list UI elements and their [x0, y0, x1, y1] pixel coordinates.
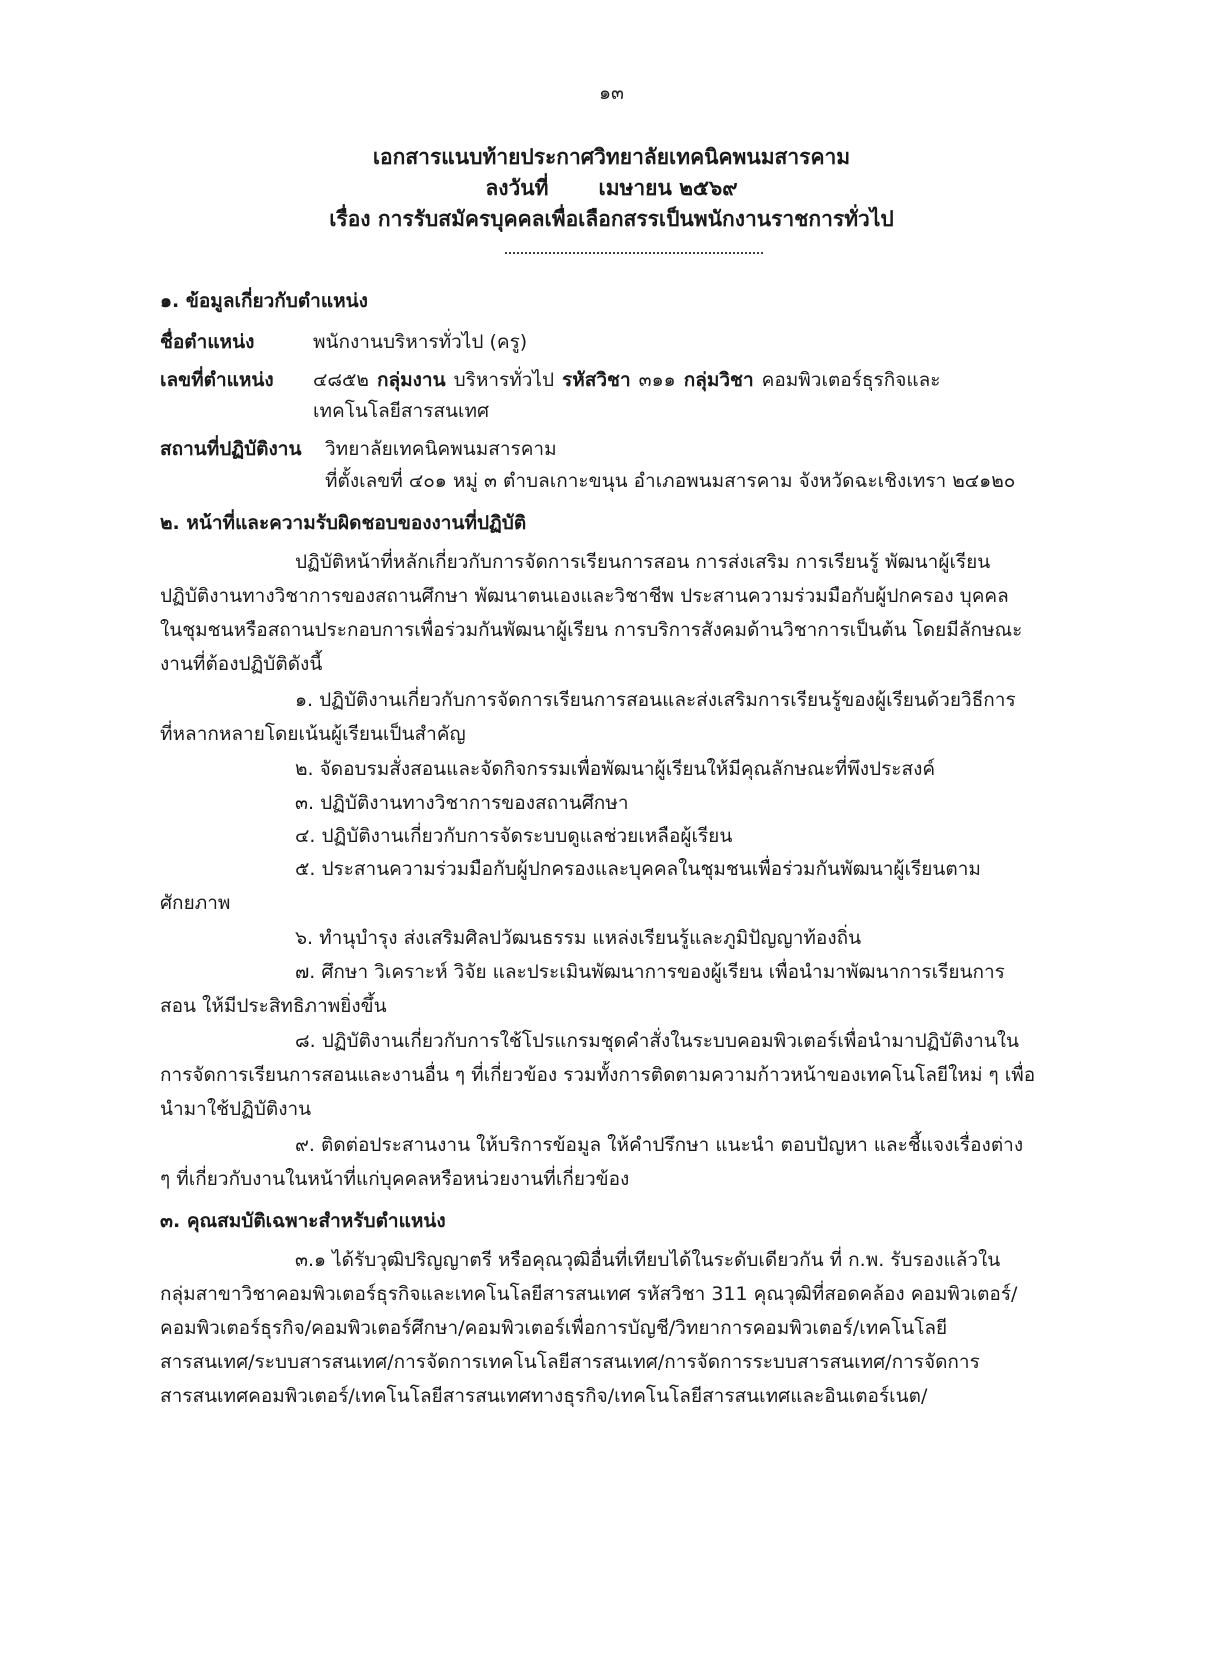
position-name-value: พนักงานบริหารทั่วไป (ครู) [313, 331, 528, 353]
subject-code-value: ๓๑๑ [638, 369, 676, 391]
duty-item-5-cont: ศักยภาพ [160, 892, 231, 914]
date-label: ลงวันที่ [485, 176, 549, 200]
section1-heading: ๑. ข้อมูลเกี่ยวกับตำแหน่ง [160, 290, 368, 312]
workplace-address: ที่ตั้งเลขที่ ๔๐๑ หมู่ ๓ ตำบลเกาะขนุน อำเภอพนมสารคาม จังหวัดฉะเชิงเทรา ๒๔๑๒๐ [325, 470, 1016, 492]
duty-item-7: ๗. ศึกษา วิเคราะห์ วิจัย และประเมินพัฒนาการของผู้เรียน เพื่อนำมาพัฒนาการเรียนการ [295, 961, 1005, 983]
subject-group-label: กลุ่มวิชา [683, 369, 754, 391]
duties-intro-line: ปฏิบัติงานทางวิชาการของสถานศึกษา พัฒนาตนเองและวิชาชีพ ประสานความร่วมมือกับผู้ปกครอง บุคคล [160, 585, 1009, 607]
duties-intro-line: ปฏิบัติหน้าที่หลักเกี่ยวกับการจัดการเรียนการสอน การส่งเสริม การเรียนรู้ พัฒนาผู้เรียน [295, 551, 991, 573]
page-number: ๑๓ [598, 82, 625, 104]
duty-item-9-cont: ๆ ที่เกี่ยวกับงานในหน้าที่แก่บุคคลหรือหน่วยงานที่เกี่ยวข้อง [160, 1168, 630, 1190]
qualification-line: คอมพิวเตอร์ธุรกิจ/คอมพิวเตอร์ศึกษา/คอมพิวเตอร์เพื่อการบัญชี/วิทยาการคอมพิวเตอร์/เทคโนโลยี [160, 1317, 948, 1339]
date-value: เมษายน ๒๕๖๙ [598, 176, 738, 200]
duty-item-6: ๖. ทำนุบำรุง ส่งเสริมศิลปวัฒนธรรม แหล่งเรียนรู้และภูมิปัญญาท้องถิ่น [295, 927, 862, 949]
document-subject: เรื่อง การรับสมัครบุคคลเพื่อเลือกสรรเป็นพนักงานราชการทั่วไป [329, 207, 894, 231]
section3-heading: ๓. คุณสมบัติเฉพาะสำหรับตำแหน่ง [160, 1210, 446, 1232]
subject-code-label: รหัสวิชา [562, 369, 631, 391]
section2-heading: ๒. หน้าที่และความรับผิดชอบของงานที่ปฏิบัติ [160, 512, 527, 534]
subject-group-value: คอมพิวเตอร์ธุรกิจและ [761, 369, 941, 391]
position-number-row [160, 367, 274, 393]
duty-item-5: ๕. ประสานความร่วมมือกับผู้ปกครองและบุคคลในชุมชนเพื่อร่วมกันพัฒนาผู้เรียนตาม [295, 858, 981, 880]
duty-item-8: ๘. ปฏิบัติงานเกี่ยวกับการใช้โปรแกรมชุดคำสั่งในระบบคอมพิวเตอร์เพื่อนำมาปฏิบัติงานใน [295, 1030, 1020, 1052]
duties-intro-line: ในชุมชนหรือสถานประกอบการเพื่อร่วมกันพัฒนาผู้เรียน การบริการสังคมด้านวิชาการเป็นต้น โดยมีลักษณะ [160, 619, 1023, 641]
dotted-separator [505, 252, 763, 254]
qualification-line: ๓.๑ ได้รับวุฒิปริญญาตรี หรือคุณวุฒิอื่นที่เทียบได้ในระดับเดียวกัน ที่ ก.พ. รับรองแล้วใน [295, 1249, 1001, 1271]
position-details [313, 367, 940, 393]
workplace-label: สถานที่ปฏิบัติงาน [160, 438, 302, 460]
duties-intro-line: งานที่ต้องปฏิบัติดังนี้ [160, 653, 323, 675]
position-name-label: ชื่อตำแหน่ง [160, 331, 255, 353]
duty-item-1-cont: ที่หลากหลายโดยเน้นผู้เรียนเป็นสำคัญ [160, 723, 466, 745]
duty-item-9: ๙. ติดต่อประสานงาน ให้บริการข้อมูล ให้คำปรึกษา แนะนำ ตอบปัญหา และชี้แจงเรื่องต่าง [295, 1134, 1024, 1156]
duty-item-3: ๓. ปฏิบัติงานทางวิชาการของสถานศึกษา [295, 792, 629, 814]
qualification-line: สารสนเทศ/ระบบสารสนเทศ/การจัดการเทคโนโลยีสารสนเทศ/การจัดการระบบสารสนเทศ/การจัดการ [160, 1351, 980, 1373]
qualification-line: สารสนเทศคอมพิวเตอร์/เทคโนโลยีสารสนเทศทางธุรกิจ/เทคโนโลยีสารสนเทศและอินเตอร์เนต/ [160, 1385, 928, 1407]
workplace-row [160, 436, 301, 462]
document-header [0, 142, 1223, 235]
duty-item-4: ๔. ปฏิบัติงานเกี่ยวกับการจัดระบบดูแลช่วยเหลือผู้เรียน [295, 825, 733, 847]
duty-item-8-cont: นำมาใช้ปฏิบัติงาน [160, 1098, 312, 1120]
subject-group-value-cont: เทคโนโลยีสารสนเทศ [313, 400, 490, 422]
duty-item-2: ๒. จัดอบรมสั่งสอนและจัดกิจกรรมเพื่อพัฒนาผู้เรียนให้มีคุณลักษณะที่พึงประสงค์ [295, 758, 936, 780]
duty-item-1: ๑. ปฏิบัติงานเกี่ยวกับการจัดการเรียนการสอนและส่งเสริมการเรียนรู้ของผู้เรียนด้วยวิธีการ [295, 689, 1016, 711]
position-number-label: เลขที่ตำแหน่ง [160, 369, 274, 391]
position-number-value: ๔๘๕๒ [313, 369, 369, 391]
workplace-name: วิทยาลัยเทคนิคพนมสารคาม [325, 438, 557, 460]
document-title: เอกสารแนบท้ายประกาศวิทยาลัยเทคนิคพนมสารคาม [372, 145, 851, 169]
duty-item-8-cont: การจัดการเรียนการสอนและงานอื่น ๆ ที่เกี่ยวข้อง รวมทั้งการติดตามความก้าวหน้าของเทคโนโลยีใหม่ ๆ เพื่อ [160, 1064, 1036, 1086]
position-name-row [160, 329, 254, 355]
work-group-value: บริหารทั่วไป [453, 369, 555, 391]
qualification-line: กลุ่มสาขาวิชาคอมพิวเตอร์ธุรกิจและเทคโนโลยีสารสนเทศ รหัสวิชา 311 คุณวุฒิที่สอดคล้อง คอมพิวเตอร์/ [160, 1283, 1018, 1305]
work-group-label: กลุ่มงาน [376, 369, 446, 391]
document-date [0, 173, 1223, 204]
duty-item-7-cont: สอน ให้มีประสิทธิภาพยิ่งขึ้น [160, 995, 387, 1017]
